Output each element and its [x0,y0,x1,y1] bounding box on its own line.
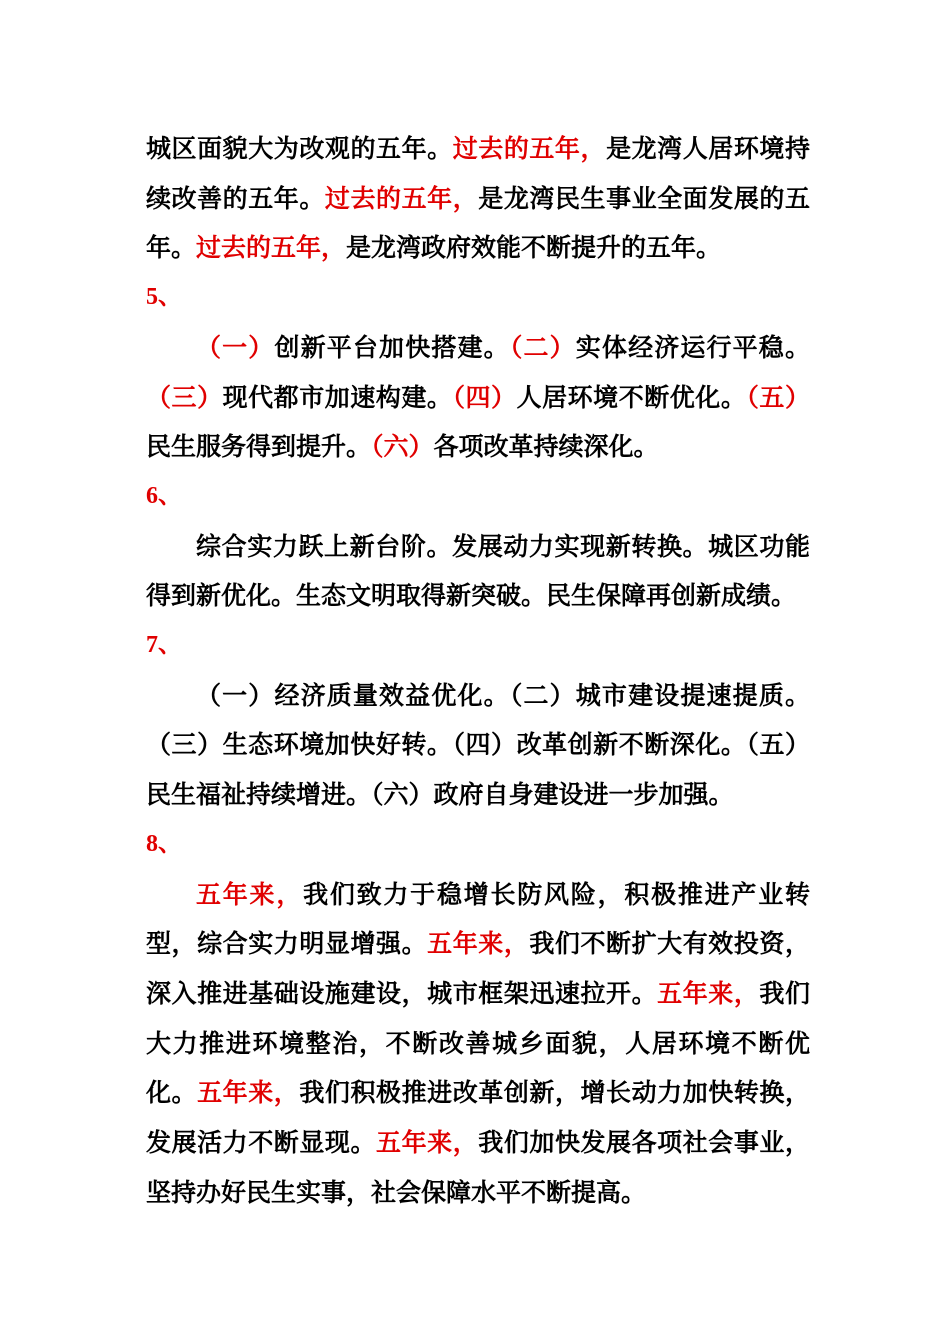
section-heading-6: 6、 [146,482,182,509]
highlight-span: 过去的五年， [324,183,479,213]
text-span: 我们不断扩大有效投资，深入推进基础设施建设，城市框架迅速拉开。 [146,929,810,1008]
text-span: 各项改革持续深化。 [433,432,659,462]
section-heading-7: 7、 [146,632,182,659]
text-span: 我们积极推进改革创新，增长动力加快转换，发展活力不断显现。 [146,1078,810,1158]
highlight-span: 五年来， [197,1078,300,1108]
paragraph-5 [146,323,810,472]
paragraph-6 [146,522,810,621]
highlight-span: 过去的五年， [452,134,607,163]
highlight-span: 五年来， [196,879,304,909]
text-span: 城区面貌大为改观的五年。 [146,134,453,163]
highlight-span: 五年来， [427,929,530,959]
text-span: 实体经济运行平稳。 [575,332,810,362]
text-span: 是龙湾政府效能不断提升的五年。 [346,233,722,263]
highlight-span: 五年来， [376,1128,479,1158]
text-span: 民生服务得到提升。 [146,432,372,462]
highlight-span: （六） [371,432,434,462]
section-heading-8: 8、 [146,830,182,857]
highlight-span: （一） [196,332,275,362]
paragraph-8 [146,870,810,1218]
text-span: 我们大力推进环境整治，不断改善城乡面貌，人居环境不断优化。 [146,978,810,1108]
highlight-span: （五） [746,382,810,412]
text-span: 人居环境不断优化。 [516,382,747,412]
text-span: 创新平台加快搭建。 [274,332,510,362]
text-span: 我们加快发展各项社会事业，坚持办好民生实事，社会保障水平不断提高。 [146,1128,810,1207]
text-span: 是龙湾人居环境持续改善的五年。 [146,134,810,213]
paragraph-7 [146,671,810,820]
text-span: 是龙湾民生事业全面发展的五年。 [146,183,810,263]
highlight-span: 过去的五年， [196,233,347,263]
document-body [146,124,810,1217]
text-span: 综合实力跃上新台阶。发展动力实现新转换。城区功能得到新优化。生态文明取得新突破。民生保障再创新成绩。 [146,531,810,611]
paragraph-1 [146,124,810,273]
highlight-span: （三） [146,382,223,412]
highlight-span: （四） [452,382,517,412]
text-span: 现代都市加速构建。 [222,382,453,412]
text-span: 我们致力于稳增长防风险，积极推进产业转型，综合实力明显增强。 [146,879,810,959]
text-span: （一）经济质量效益优化。（二）城市建设提速提质。（三）生态环境加快好转。（四）改革创新不断深化。（五）民生福祉持续增进。（六）政府自身建设进一步加强。 [146,680,810,810]
highlight-span: 五年来， [657,978,760,1008]
section-heading-5: 5、 [146,284,182,311]
highlight-span: （二） [509,332,576,362]
